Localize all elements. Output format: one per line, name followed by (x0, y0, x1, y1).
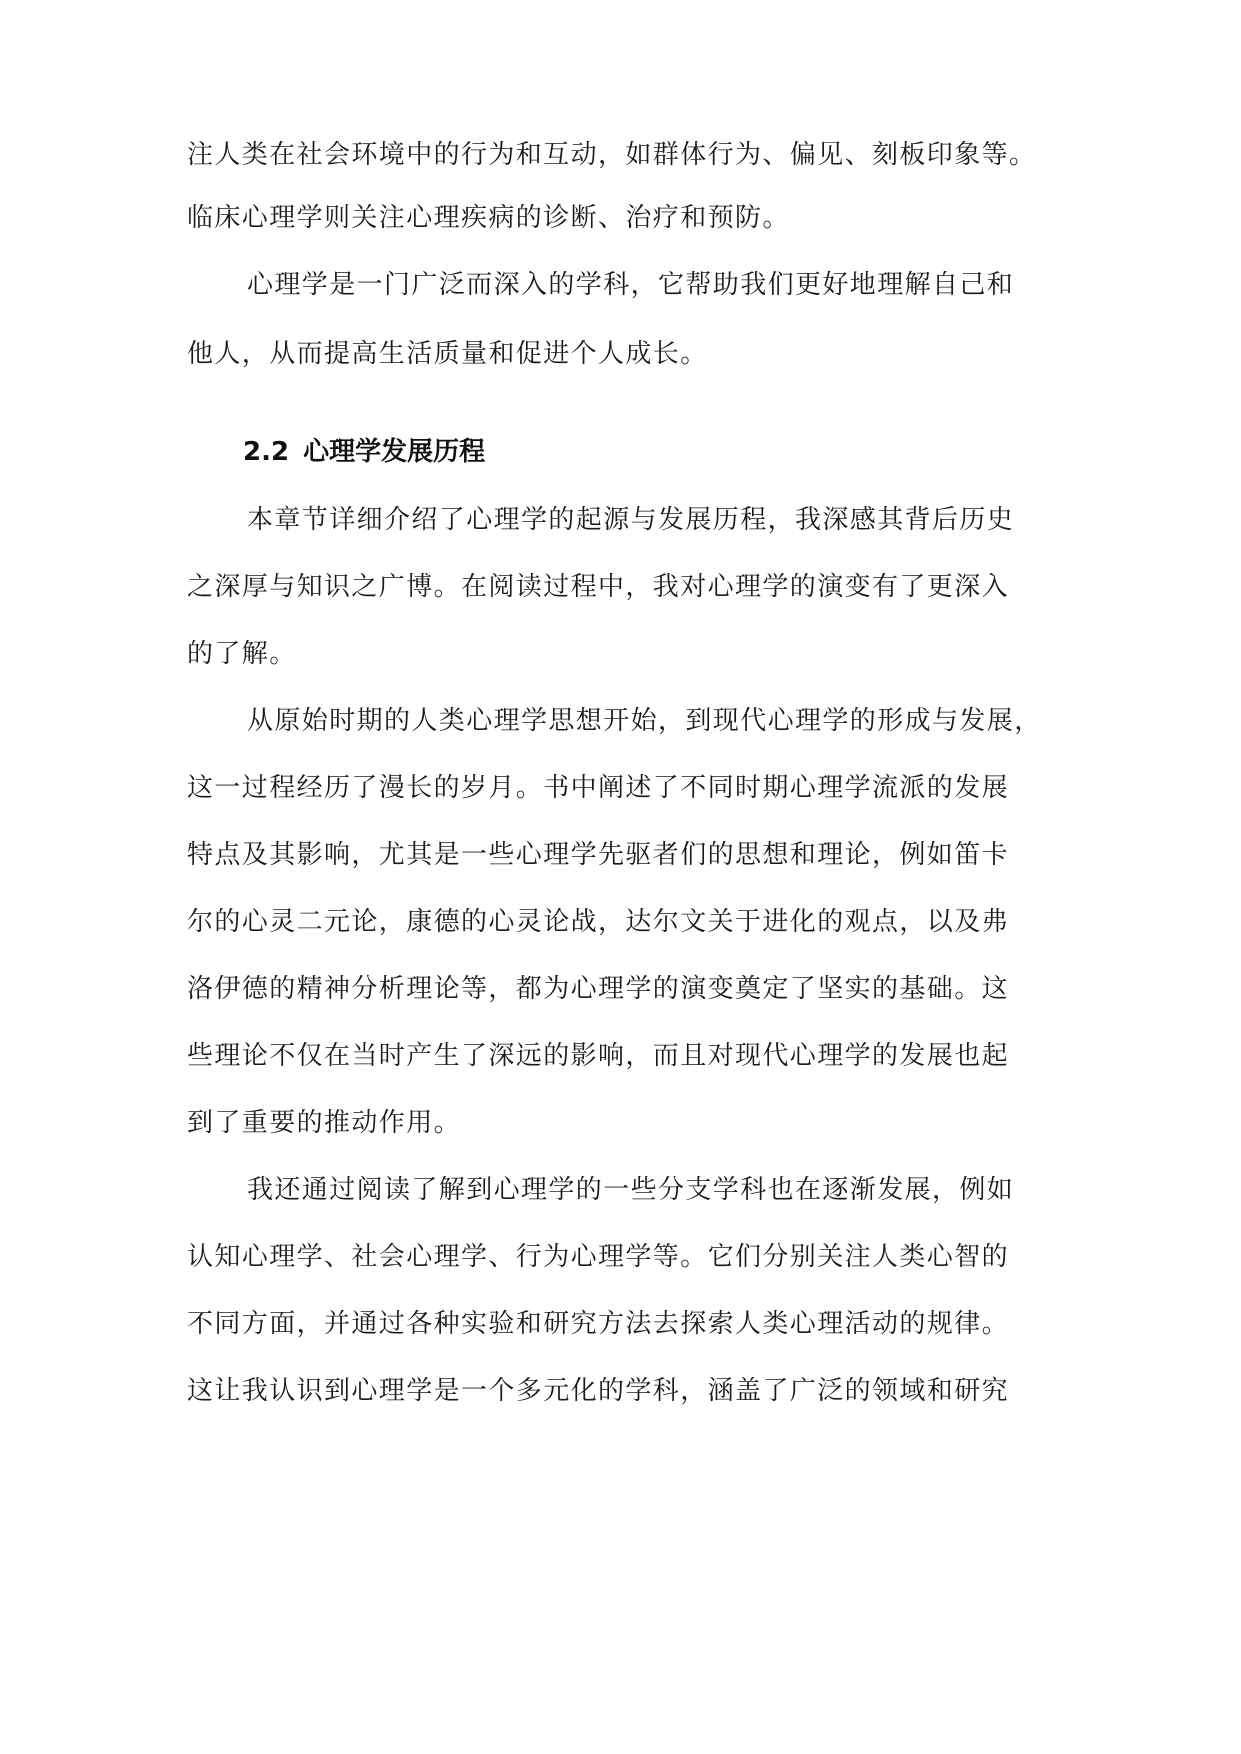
text-line: 的了解。 (187, 639, 297, 669)
section-number: 2.2 (243, 437, 290, 467)
text-line: 尔的心灵二元论，康德的心灵论战，达尔文关于进化的观点，以及弗 (187, 907, 1010, 937)
text-line: 认知心理学、社会心理学、行为心理学等。它们分别关注人类心智的 (187, 1242, 1010, 1272)
text-line: 注人类在社会环境中的行为和互动，如群体行为、偏见、刻板印象等。 (187, 140, 1037, 170)
paragraph-first-line: 本章节详细介绍了心理学的起源与发展历程，我深感其背后历史 (247, 505, 1015, 535)
text-line: 特点及其影响，尤其是一些心理学先驱者们的思想和理论，例如笛卡 (187, 840, 1010, 870)
paragraph-first-line: 从原始时期的人类心理学思想开始，到现代心理学的形成与发展， (247, 706, 1042, 736)
text-line: 这让我认识到心理学是一个多元化的学科，涵盖了广泛的领域和研究 (187, 1376, 1010, 1406)
text-line: 些理论不仅在当时产生了深远的影响，而且对现代心理学的发展也起 (187, 1041, 1010, 1071)
paragraph-first-line: 我还通过阅读了解到心理学的一些分支学科也在逐渐发展，例如 (247, 1175, 1015, 1205)
text-line: 洛伊德的精神分析理论等，都为心理学的演变奠定了坚实的基础。这 (187, 974, 1010, 1004)
text-line: 到了重要的推动作用。 (187, 1108, 462, 1138)
section-title: 心理学发展历程 (303, 437, 486, 467)
text-line: 他人，从而提高生活质量和促进个人成长。 (187, 339, 708, 369)
text-line: 临床心理学则关注心理疾病的诊断、治疗和预防。 (187, 203, 790, 233)
text-line: 这一过程经历了漫长的岁月。书中阐述了不同时期心理学流派的发展 (187, 773, 1010, 803)
paragraph-first-line: 心理学是一门广泛而深入的学科，它帮助我们更好地理解自己和 (247, 270, 1015, 300)
text-line: 不同方面，并通过各种实验和研究方法去探索人类心理活动的规律。 (187, 1309, 1010, 1339)
section-heading (243, 432, 485, 472)
text-line: 之深厚与知识之广博。在阅读过程中，我对心理学的演变有了更深入 (187, 572, 1010, 602)
